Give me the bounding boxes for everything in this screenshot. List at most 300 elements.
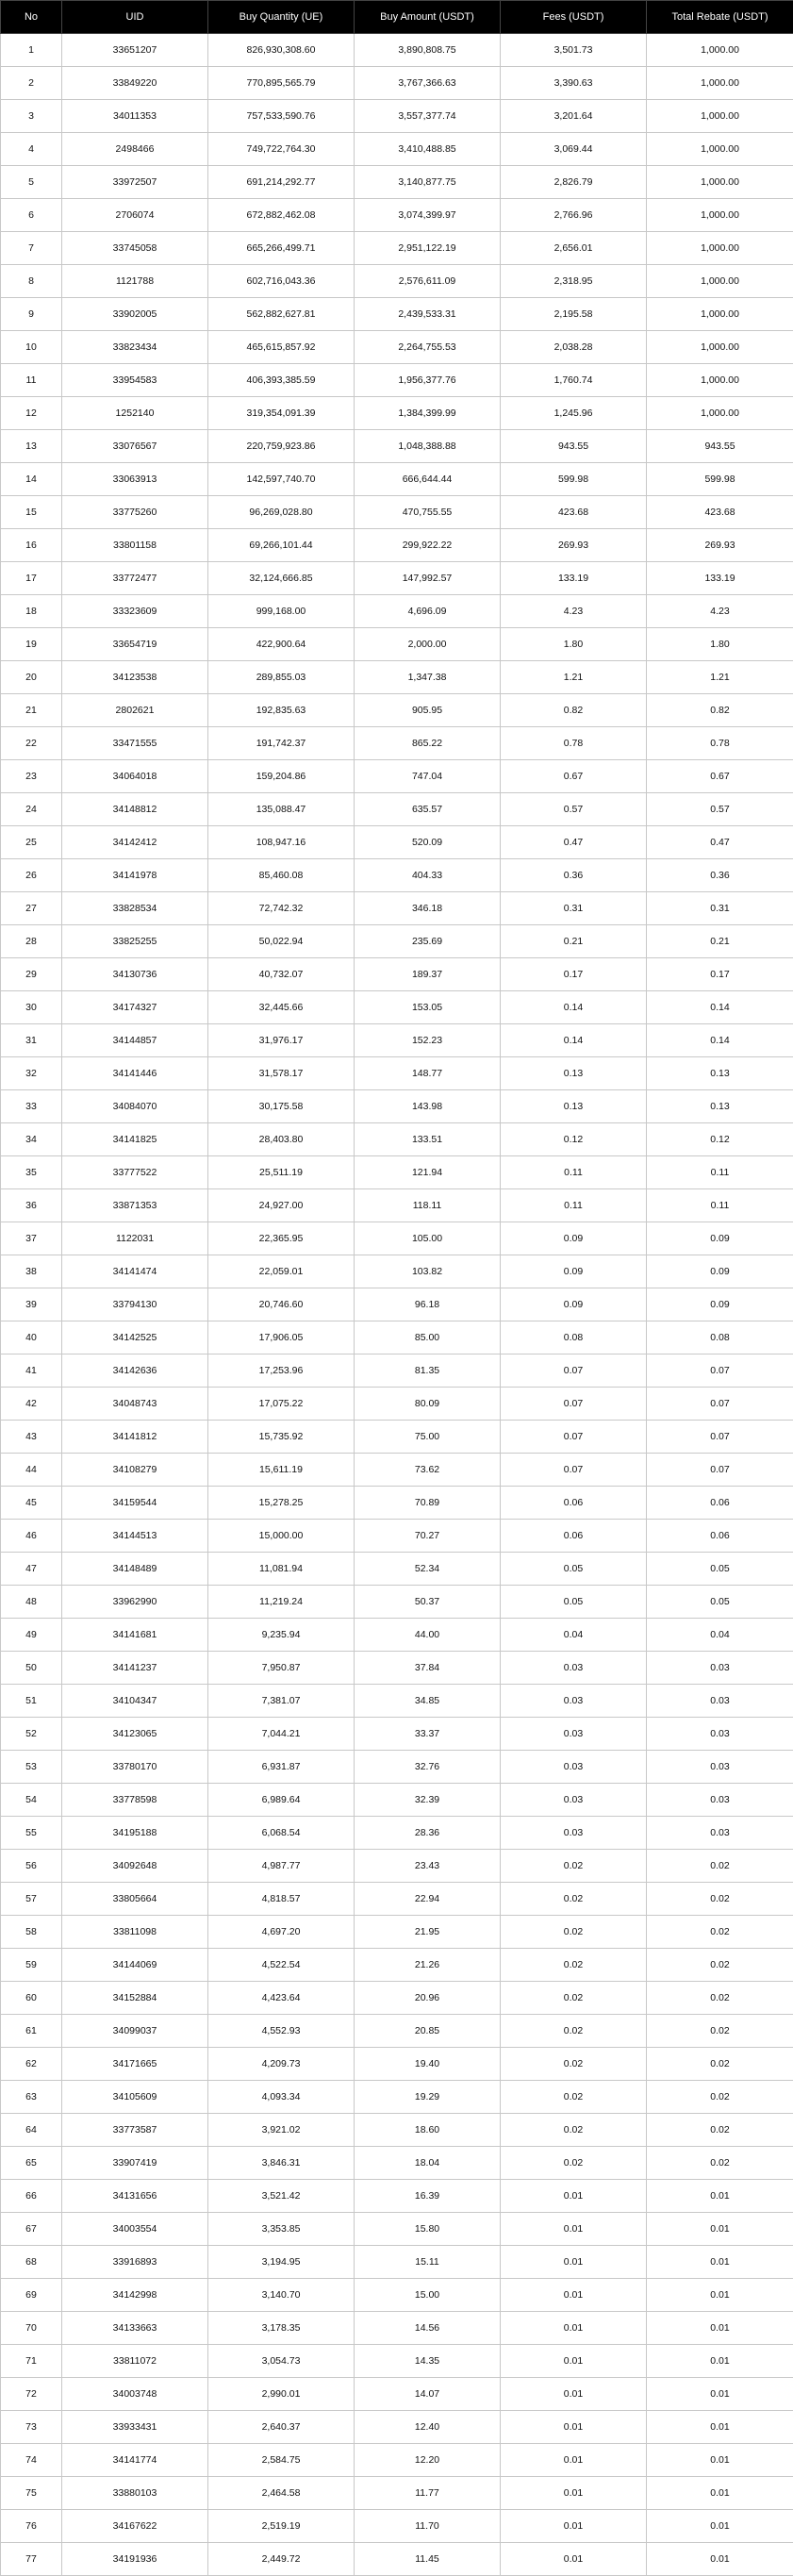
cell-fees: 0.02 bbox=[501, 1850, 647, 1883]
cell-no: 21 bbox=[1, 694, 62, 727]
cell-no: 26 bbox=[1, 859, 62, 892]
cell-fees: 423.68 bbox=[501, 496, 647, 529]
cell-uid: 34144857 bbox=[62, 1024, 208, 1057]
cell-no: 12 bbox=[1, 397, 62, 430]
cell-buy-amount: 96.18 bbox=[355, 1288, 501, 1321]
cell-buy-amount: 635.57 bbox=[355, 793, 501, 826]
cell-buy-amount: 18.04 bbox=[355, 2147, 501, 2180]
table-row bbox=[1, 925, 793, 958]
cell-buy-quantity: 3,921.02 bbox=[208, 2114, 355, 2147]
cell-no: 45 bbox=[1, 1487, 62, 1520]
cell-fees: 0.21 bbox=[501, 925, 647, 958]
cell-uid: 34141978 bbox=[62, 859, 208, 892]
cell-buy-quantity: 2,519.19 bbox=[208, 2510, 355, 2543]
cell-no: 77 bbox=[1, 2543, 62, 2576]
cell-buy-quantity: 17,075.22 bbox=[208, 1388, 355, 1421]
cell-uid: 1122031 bbox=[62, 1222, 208, 1255]
cell-fees: 0.08 bbox=[501, 1321, 647, 1354]
cell-total-rebate: 423.68 bbox=[647, 496, 793, 529]
cell-uid: 34159544 bbox=[62, 1487, 208, 1520]
cell-total-rebate: 0.03 bbox=[647, 1652, 793, 1685]
cell-total-rebate: 0.47 bbox=[647, 826, 793, 859]
cell-no: 49 bbox=[1, 1619, 62, 1652]
table-row bbox=[1, 133, 793, 166]
cell-fees: 2,038.28 bbox=[501, 331, 647, 364]
cell-buy-amount: 865.22 bbox=[355, 727, 501, 760]
cell-fees: 0.01 bbox=[501, 2246, 647, 2279]
cell-buy-amount: 2,439,533.31 bbox=[355, 298, 501, 331]
cell-buy-quantity: 22,059.01 bbox=[208, 1255, 355, 1288]
cell-buy-quantity: 69,266,101.44 bbox=[208, 529, 355, 562]
table-row bbox=[1, 1883, 793, 1916]
cell-no: 30 bbox=[1, 991, 62, 1024]
cell-buy-amount: 1,048,388.88 bbox=[355, 430, 501, 463]
cell-buy-quantity: 7,950.87 bbox=[208, 1652, 355, 1685]
cell-uid: 34092648 bbox=[62, 1850, 208, 1883]
cell-no: 27 bbox=[1, 892, 62, 925]
cell-total-rebate: 1,000.00 bbox=[647, 34, 793, 67]
cell-uid: 34003748 bbox=[62, 2378, 208, 2411]
table-row bbox=[1, 1652, 793, 1685]
cell-total-rebate: 0.01 bbox=[647, 2345, 793, 2378]
cell-buy-amount: 3,410,488.85 bbox=[355, 133, 501, 166]
cell-total-rebate: 0.03 bbox=[647, 1751, 793, 1784]
cell-no: 15 bbox=[1, 496, 62, 529]
cell-no: 57 bbox=[1, 1883, 62, 1916]
table-row bbox=[1, 1553, 793, 1586]
table-row bbox=[1, 562, 793, 595]
cell-uid: 33902005 bbox=[62, 298, 208, 331]
cell-buy-quantity: 289,855.03 bbox=[208, 661, 355, 694]
cell-buy-amount: 20.96 bbox=[355, 1982, 501, 2015]
cell-fees: 0.04 bbox=[501, 1619, 647, 1652]
cell-buy-amount: 34.85 bbox=[355, 1685, 501, 1718]
cell-no: 24 bbox=[1, 793, 62, 826]
cell-no: 31 bbox=[1, 1024, 62, 1057]
cell-total-rebate: 0.31 bbox=[647, 892, 793, 925]
cell-no: 70 bbox=[1, 2312, 62, 2345]
cell-total-rebate: 0.01 bbox=[647, 2180, 793, 2213]
cell-total-rebate: 1,000.00 bbox=[647, 232, 793, 265]
table-row bbox=[1, 34, 793, 67]
cell-uid: 33794130 bbox=[62, 1288, 208, 1321]
table-row bbox=[1, 364, 793, 397]
cell-no: 73 bbox=[1, 2411, 62, 2444]
cell-total-rebate: 0.14 bbox=[647, 991, 793, 1024]
cell-uid: 33871353 bbox=[62, 1189, 208, 1222]
table-row bbox=[1, 1354, 793, 1388]
cell-buy-amount: 11.45 bbox=[355, 2543, 501, 2576]
table-row bbox=[1, 496, 793, 529]
cell-total-rebate: 0.05 bbox=[647, 1553, 793, 1586]
cell-buy-amount: 2,264,755.53 bbox=[355, 331, 501, 364]
cell-uid: 33780170 bbox=[62, 1751, 208, 1784]
cell-uid: 34141812 bbox=[62, 1421, 208, 1454]
cell-no: 59 bbox=[1, 1949, 62, 1982]
cell-no: 68 bbox=[1, 2246, 62, 2279]
cell-fees: 0.01 bbox=[501, 2279, 647, 2312]
cell-buy-amount: 21.95 bbox=[355, 1916, 501, 1949]
table-row bbox=[1, 694, 793, 727]
cell-total-rebate: 0.01 bbox=[647, 2411, 793, 2444]
cell-fees: 0.03 bbox=[501, 1685, 647, 1718]
table-row bbox=[1, 1586, 793, 1619]
cell-total-rebate: 1,000.00 bbox=[647, 199, 793, 232]
table-row bbox=[1, 1288, 793, 1321]
cell-buy-quantity: 11,081.94 bbox=[208, 1553, 355, 1586]
cell-buy-amount: 905.95 bbox=[355, 694, 501, 727]
cell-buy-quantity: 2,640.37 bbox=[208, 2411, 355, 2444]
cell-fees: 3,390.63 bbox=[501, 67, 647, 100]
table-row bbox=[1, 628, 793, 661]
cell-buy-quantity: 4,552.93 bbox=[208, 2015, 355, 2048]
cell-buy-amount: 3,074,399.97 bbox=[355, 199, 501, 232]
cell-fees: 3,501.73 bbox=[501, 34, 647, 67]
cell-buy-quantity: 4,522.54 bbox=[208, 1949, 355, 1982]
cell-buy-amount: 4,696.09 bbox=[355, 595, 501, 628]
cell-buy-amount: 50.37 bbox=[355, 1586, 501, 1619]
cell-fees: 4.23 bbox=[501, 595, 647, 628]
cell-no: 40 bbox=[1, 1321, 62, 1354]
cell-fees: 0.03 bbox=[501, 1817, 647, 1850]
cell-no: 9 bbox=[1, 298, 62, 331]
cell-total-rebate: 0.02 bbox=[647, 2081, 793, 2114]
cell-uid: 34141474 bbox=[62, 1255, 208, 1288]
cell-total-rebate: 0.12 bbox=[647, 1123, 793, 1156]
table-row bbox=[1, 67, 793, 100]
cell-total-rebate: 0.03 bbox=[647, 1784, 793, 1817]
cell-fees: 0.09 bbox=[501, 1222, 647, 1255]
cell-buy-quantity: 15,000.00 bbox=[208, 1520, 355, 1553]
table-row bbox=[1, 958, 793, 991]
cell-fees: 0.02 bbox=[501, 2015, 647, 2048]
cell-total-rebate: 0.09 bbox=[647, 1288, 793, 1321]
table-row bbox=[1, 2444, 793, 2477]
cell-buy-quantity: 2,449.72 bbox=[208, 2543, 355, 2576]
cell-buy-amount: 346.18 bbox=[355, 892, 501, 925]
cell-buy-quantity: 4,093.34 bbox=[208, 2081, 355, 2114]
cell-buy-amount: 70.27 bbox=[355, 1520, 501, 1553]
cell-fees: 0.11 bbox=[501, 1156, 647, 1189]
cell-buy-amount: 20.85 bbox=[355, 2015, 501, 2048]
cell-no: 75 bbox=[1, 2477, 62, 2510]
table-row bbox=[1, 1751, 793, 1784]
cell-no: 28 bbox=[1, 925, 62, 958]
cell-buy-quantity: 24,927.00 bbox=[208, 1189, 355, 1222]
cell-buy-amount: 3,557,377.74 bbox=[355, 100, 501, 133]
cell-uid: 34084070 bbox=[62, 1090, 208, 1123]
header-row bbox=[1, 1, 793, 34]
cell-fees: 0.17 bbox=[501, 958, 647, 991]
cell-buy-amount: 3,890,808.75 bbox=[355, 34, 501, 67]
cell-buy-quantity: 17,906.05 bbox=[208, 1321, 355, 1354]
cell-uid: 33805664 bbox=[62, 1883, 208, 1916]
cell-uid: 33972507 bbox=[62, 166, 208, 199]
cell-fees: 0.01 bbox=[501, 2345, 647, 2378]
cell-uid: 34171665 bbox=[62, 2048, 208, 2081]
table-row bbox=[1, 1189, 793, 1222]
cell-buy-quantity: 3,178.35 bbox=[208, 2312, 355, 2345]
cell-buy-quantity: 40,732.07 bbox=[208, 958, 355, 991]
header-total-rebate: Total Rebate (USDT) bbox=[647, 1, 793, 34]
cell-total-rebate: 0.03 bbox=[647, 1685, 793, 1718]
cell-no: 55 bbox=[1, 1817, 62, 1850]
cell-no: 22 bbox=[1, 727, 62, 760]
cell-uid: 33880103 bbox=[62, 2477, 208, 2510]
cell-no: 13 bbox=[1, 430, 62, 463]
cell-no: 43 bbox=[1, 1421, 62, 1454]
cell-no: 58 bbox=[1, 1916, 62, 1949]
table-row bbox=[1, 265, 793, 298]
cell-buy-amount: 470,755.55 bbox=[355, 496, 501, 529]
cell-buy-quantity: 11,219.24 bbox=[208, 1586, 355, 1619]
cell-buy-amount: 22.94 bbox=[355, 1883, 501, 1916]
cell-fees: 2,195.58 bbox=[501, 298, 647, 331]
cell-fees: 0.09 bbox=[501, 1288, 647, 1321]
cell-total-rebate: 1,000.00 bbox=[647, 67, 793, 100]
cell-uid: 34104347 bbox=[62, 1685, 208, 1718]
table-row bbox=[1, 331, 793, 364]
cell-total-rebate: 0.11 bbox=[647, 1156, 793, 1189]
table-row bbox=[1, 2510, 793, 2543]
cell-no: 66 bbox=[1, 2180, 62, 2213]
cell-total-rebate: 1.80 bbox=[647, 628, 793, 661]
cell-fees: 0.57 bbox=[501, 793, 647, 826]
table-row bbox=[1, 2279, 793, 2312]
cell-buy-quantity: 770,895,565.79 bbox=[208, 67, 355, 100]
table-row bbox=[1, 1454, 793, 1487]
cell-buy-quantity: 7,381.07 bbox=[208, 1685, 355, 1718]
cell-fees: 133.19 bbox=[501, 562, 647, 595]
cell-buy-quantity: 15,735.92 bbox=[208, 1421, 355, 1454]
cell-buy-quantity: 96,269,028.80 bbox=[208, 496, 355, 529]
cell-total-rebate: 0.01 bbox=[647, 2444, 793, 2477]
cell-no: 54 bbox=[1, 1784, 62, 1817]
cell-buy-quantity: 142,597,740.70 bbox=[208, 463, 355, 496]
table-row bbox=[1, 2477, 793, 2510]
cell-uid: 33907419 bbox=[62, 2147, 208, 2180]
cell-uid: 33778598 bbox=[62, 1784, 208, 1817]
cell-total-rebate: 0.03 bbox=[647, 1718, 793, 1751]
cell-no: 5 bbox=[1, 166, 62, 199]
cell-buy-amount: 32.39 bbox=[355, 1784, 501, 1817]
cell-buy-quantity: 2,584.75 bbox=[208, 2444, 355, 2477]
cell-no: 23 bbox=[1, 760, 62, 793]
cell-total-rebate: 0.57 bbox=[647, 793, 793, 826]
cell-total-rebate: 269.93 bbox=[647, 529, 793, 562]
table-row bbox=[1, 2081, 793, 2114]
cell-no: 36 bbox=[1, 1189, 62, 1222]
cell-fees: 0.06 bbox=[501, 1487, 647, 1520]
table-row bbox=[1, 826, 793, 859]
cell-no: 64 bbox=[1, 2114, 62, 2147]
cell-uid: 34148812 bbox=[62, 793, 208, 826]
table-row bbox=[1, 1949, 793, 1982]
cell-uid: 34141446 bbox=[62, 1057, 208, 1090]
cell-total-rebate: 4.23 bbox=[647, 595, 793, 628]
cell-uid: 33828534 bbox=[62, 892, 208, 925]
cell-fees: 0.07 bbox=[501, 1354, 647, 1388]
cell-buy-quantity: 32,445.66 bbox=[208, 991, 355, 1024]
cell-fees: 0.03 bbox=[501, 1652, 647, 1685]
cell-buy-amount: 16.39 bbox=[355, 2180, 501, 2213]
cell-total-rebate: 0.07 bbox=[647, 1354, 793, 1388]
cell-buy-quantity: 20,746.60 bbox=[208, 1288, 355, 1321]
table-row bbox=[1, 1090, 793, 1123]
table-row bbox=[1, 463, 793, 496]
cell-no: 35 bbox=[1, 1156, 62, 1189]
table-row bbox=[1, 661, 793, 694]
cell-total-rebate: 0.06 bbox=[647, 1520, 793, 1553]
cell-uid: 33775260 bbox=[62, 496, 208, 529]
cell-fees: 0.13 bbox=[501, 1090, 647, 1123]
cell-buy-quantity: 159,204.86 bbox=[208, 760, 355, 793]
cell-no: 51 bbox=[1, 1685, 62, 1718]
cell-total-rebate: 0.01 bbox=[647, 2378, 793, 2411]
cell-no: 17 bbox=[1, 562, 62, 595]
cell-buy-amount: 3,140,877.75 bbox=[355, 166, 501, 199]
table-row bbox=[1, 166, 793, 199]
cell-buy-amount: 152.23 bbox=[355, 1024, 501, 1057]
cell-total-rebate: 1,000.00 bbox=[647, 166, 793, 199]
cell-buy-amount: 85.00 bbox=[355, 1321, 501, 1354]
cell-total-rebate: 1,000.00 bbox=[647, 133, 793, 166]
cell-total-rebate: 1.21 bbox=[647, 661, 793, 694]
cell-buy-amount: 14.07 bbox=[355, 2378, 501, 2411]
cell-buy-amount: 80.09 bbox=[355, 1388, 501, 1421]
cell-uid: 33916893 bbox=[62, 2246, 208, 2279]
cell-buy-amount: 15.00 bbox=[355, 2279, 501, 2312]
cell-uid: 34144069 bbox=[62, 1949, 208, 1982]
cell-buy-amount: 28.36 bbox=[355, 1817, 501, 1850]
cell-total-rebate: 1,000.00 bbox=[647, 100, 793, 133]
table-row bbox=[1, 991, 793, 1024]
table-row bbox=[1, 1255, 793, 1288]
cell-total-rebate: 0.02 bbox=[647, 1949, 793, 1982]
cell-buy-quantity: 3,054.73 bbox=[208, 2345, 355, 2378]
cell-buy-quantity: 17,253.96 bbox=[208, 1354, 355, 1388]
cell-fees: 0.03 bbox=[501, 1751, 647, 1784]
cell-total-rebate: 0.21 bbox=[647, 925, 793, 958]
cell-fees: 0.02 bbox=[501, 2081, 647, 2114]
cell-no: 41 bbox=[1, 1354, 62, 1388]
cell-uid: 33471555 bbox=[62, 727, 208, 760]
cell-total-rebate: 0.09 bbox=[647, 1255, 793, 1288]
cell-uid: 34141774 bbox=[62, 2444, 208, 2477]
cell-no: 6 bbox=[1, 199, 62, 232]
cell-buy-amount: 404.33 bbox=[355, 859, 501, 892]
table-row bbox=[1, 2114, 793, 2147]
cell-buy-amount: 19.40 bbox=[355, 2048, 501, 2081]
table-row bbox=[1, 595, 793, 628]
cell-fees: 3,069.44 bbox=[501, 133, 647, 166]
cell-buy-quantity: 3,194.95 bbox=[208, 2246, 355, 2279]
cell-fees: 0.05 bbox=[501, 1553, 647, 1586]
cell-total-rebate: 1,000.00 bbox=[647, 265, 793, 298]
table-body bbox=[1, 34, 793, 2576]
cell-fees: 0.03 bbox=[501, 1718, 647, 1751]
cell-uid: 33745058 bbox=[62, 232, 208, 265]
cell-buy-amount: 2,000.00 bbox=[355, 628, 501, 661]
cell-buy-amount: 520.09 bbox=[355, 826, 501, 859]
cell-buy-quantity: 15,278.25 bbox=[208, 1487, 355, 1520]
cell-buy-amount: 75.00 bbox=[355, 1421, 501, 1454]
cell-no: 50 bbox=[1, 1652, 62, 1685]
header-no: No bbox=[1, 1, 62, 34]
cell-total-rebate: 0.02 bbox=[647, 1850, 793, 1883]
cell-uid: 34131656 bbox=[62, 2180, 208, 2213]
cell-no: 42 bbox=[1, 1388, 62, 1421]
cell-buy-amount: 105.00 bbox=[355, 1222, 501, 1255]
cell-no: 52 bbox=[1, 1718, 62, 1751]
cell-total-rebate: 1,000.00 bbox=[647, 298, 793, 331]
cell-buy-amount: 299,922.22 bbox=[355, 529, 501, 562]
cell-total-rebate: 0.07 bbox=[647, 1388, 793, 1421]
cell-buy-amount: 21.26 bbox=[355, 1949, 501, 1982]
cell-buy-amount: 148.77 bbox=[355, 1057, 501, 1090]
table-row bbox=[1, 2213, 793, 2246]
cell-fees: 0.09 bbox=[501, 1255, 647, 1288]
cell-buy-amount: 103.82 bbox=[355, 1255, 501, 1288]
header-buy-quantity: Buy Quantity (UE) bbox=[208, 1, 355, 34]
cell-total-rebate: 0.03 bbox=[647, 1817, 793, 1850]
cell-fees: 0.07 bbox=[501, 1454, 647, 1487]
cell-no: 14 bbox=[1, 463, 62, 496]
table-row bbox=[1, 232, 793, 265]
cell-total-rebate: 0.02 bbox=[647, 2015, 793, 2048]
cell-buy-amount: 2,951,122.19 bbox=[355, 232, 501, 265]
cell-total-rebate: 0.01 bbox=[647, 2477, 793, 2510]
cell-no: 69 bbox=[1, 2279, 62, 2312]
cell-buy-amount: 15.80 bbox=[355, 2213, 501, 2246]
cell-no: 56 bbox=[1, 1850, 62, 1883]
cell-no: 48 bbox=[1, 1586, 62, 1619]
table-row bbox=[1, 1057, 793, 1090]
cell-no: 10 bbox=[1, 331, 62, 364]
cell-total-rebate: 0.02 bbox=[647, 1982, 793, 2015]
cell-fees: 0.01 bbox=[501, 2378, 647, 2411]
table-header bbox=[1, 1, 793, 34]
cell-buy-quantity: 22,365.95 bbox=[208, 1222, 355, 1255]
table-row bbox=[1, 1520, 793, 1553]
cell-fees: 1,760.74 bbox=[501, 364, 647, 397]
cell-uid: 34142412 bbox=[62, 826, 208, 859]
cell-no: 37 bbox=[1, 1222, 62, 1255]
table-row bbox=[1, 1685, 793, 1718]
cell-no: 20 bbox=[1, 661, 62, 694]
table-row bbox=[1, 2048, 793, 2081]
cell-total-rebate: 0.01 bbox=[647, 2246, 793, 2279]
table-row bbox=[1, 1487, 793, 1520]
cell-buy-quantity: 4,209.73 bbox=[208, 2048, 355, 2081]
cell-buy-amount: 147,992.57 bbox=[355, 562, 501, 595]
cell-uid: 34141825 bbox=[62, 1123, 208, 1156]
cell-buy-quantity: 108,947.16 bbox=[208, 826, 355, 859]
cell-uid: 34142636 bbox=[62, 1354, 208, 1388]
table-row bbox=[1, 793, 793, 826]
cell-uid: 33076567 bbox=[62, 430, 208, 463]
cell-no: 62 bbox=[1, 2048, 62, 2081]
cell-buy-amount: 153.05 bbox=[355, 991, 501, 1024]
cell-buy-quantity: 999,168.00 bbox=[208, 595, 355, 628]
cell-fees: 0.05 bbox=[501, 1586, 647, 1619]
cell-fees: 599.98 bbox=[501, 463, 647, 496]
cell-buy-quantity: 192,835.63 bbox=[208, 694, 355, 727]
cell-fees: 0.78 bbox=[501, 727, 647, 760]
cell-buy-amount: 11.77 bbox=[355, 2477, 501, 2510]
cell-buy-quantity: 32,124,666.85 bbox=[208, 562, 355, 595]
cell-buy-quantity: 31,976.17 bbox=[208, 1024, 355, 1057]
